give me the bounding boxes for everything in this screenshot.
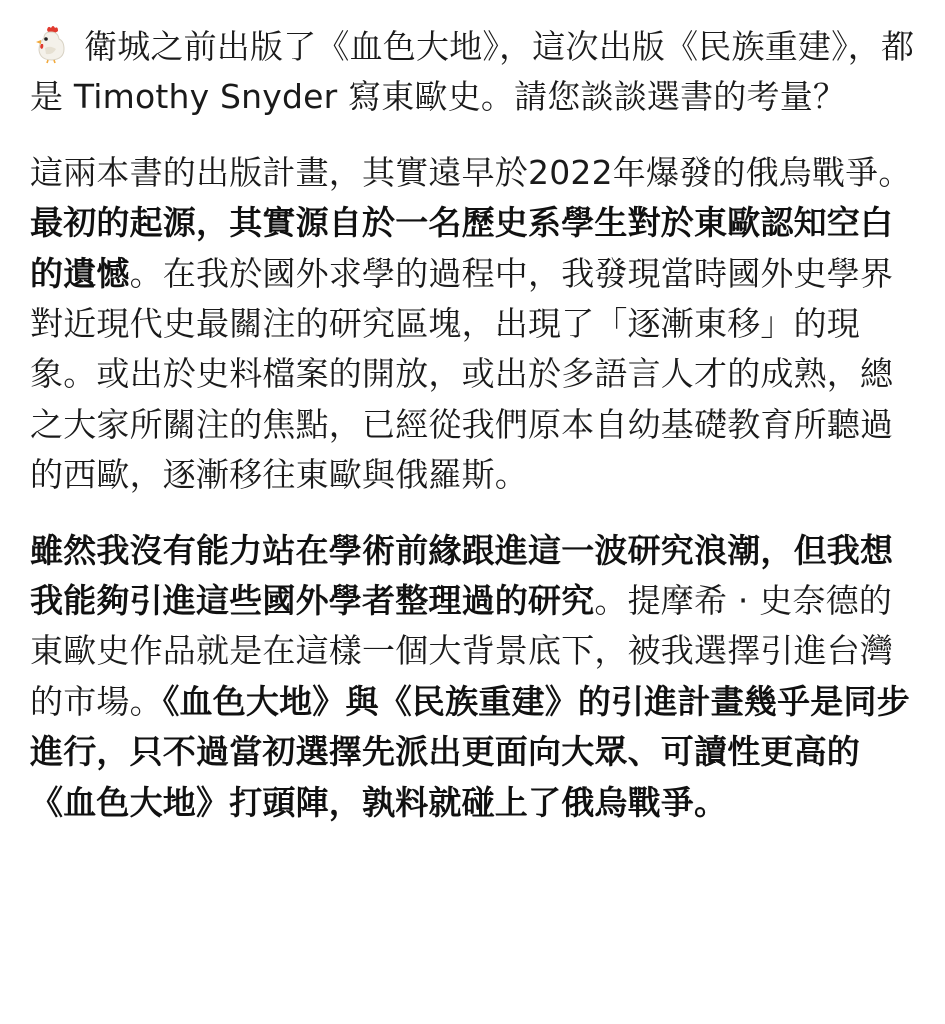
answer-paragraph-2	[30, 526, 915, 828]
rooster-icon	[30, 24, 70, 64]
answer-p1-bold-sentence: 最初的起源，其實源自於一名歷史系學生對於東歐認知空白的遺憾	[30, 203, 894, 293]
answer-p1-sentence-3: 。在我於國外求學的過程中，我發現當時國外史學界對近現代史最關注的研究區塊，出現了「逐漸東移」的現象。或出於史料檔案的開放，或出於多語言人才的成熟，總之大家所關注的焦點，已經從我們原本自幼基礎教育所聽過的西歐，逐漸移往東歐與俄羅斯。	[30, 253, 894, 495]
answer-p1-sentence-1: 這兩本書的出版計畫，其實遠早於2022年爆發的俄烏戰爭。	[30, 152, 912, 192]
answer-paragraph-1	[30, 148, 915, 501]
question-text: 衛城之前出版了《血色大地》，這次出版《民族重建》，都是 Timothy Snyder 寫東歐史。請您談談選書的考量？	[30, 27, 915, 117]
answer-p2-sentence-2: 。提摩希 · 史奈德的東歐史作品就是在這樣一個大背景底下，被我選擇引進台灣的市場。	[30, 581, 894, 721]
answer-p2-bold-sentence-1: 雖然我沒有能力站在學術前緣跟進這一波研究浪潮，但我想我能夠引進這些國外學者整理過的研究	[30, 530, 894, 621]
interview-question	[30, 22, 915, 123]
answer-p2-bold-sentence-3: 《血色大地》與《民族重建》的引進計畫幾乎是同步進行，只不過當初選擇先派出更面向大眾、可讀性更高的《血色大地》打頭陣，孰料就碰上了俄烏戰爭。	[30, 681, 910, 822]
